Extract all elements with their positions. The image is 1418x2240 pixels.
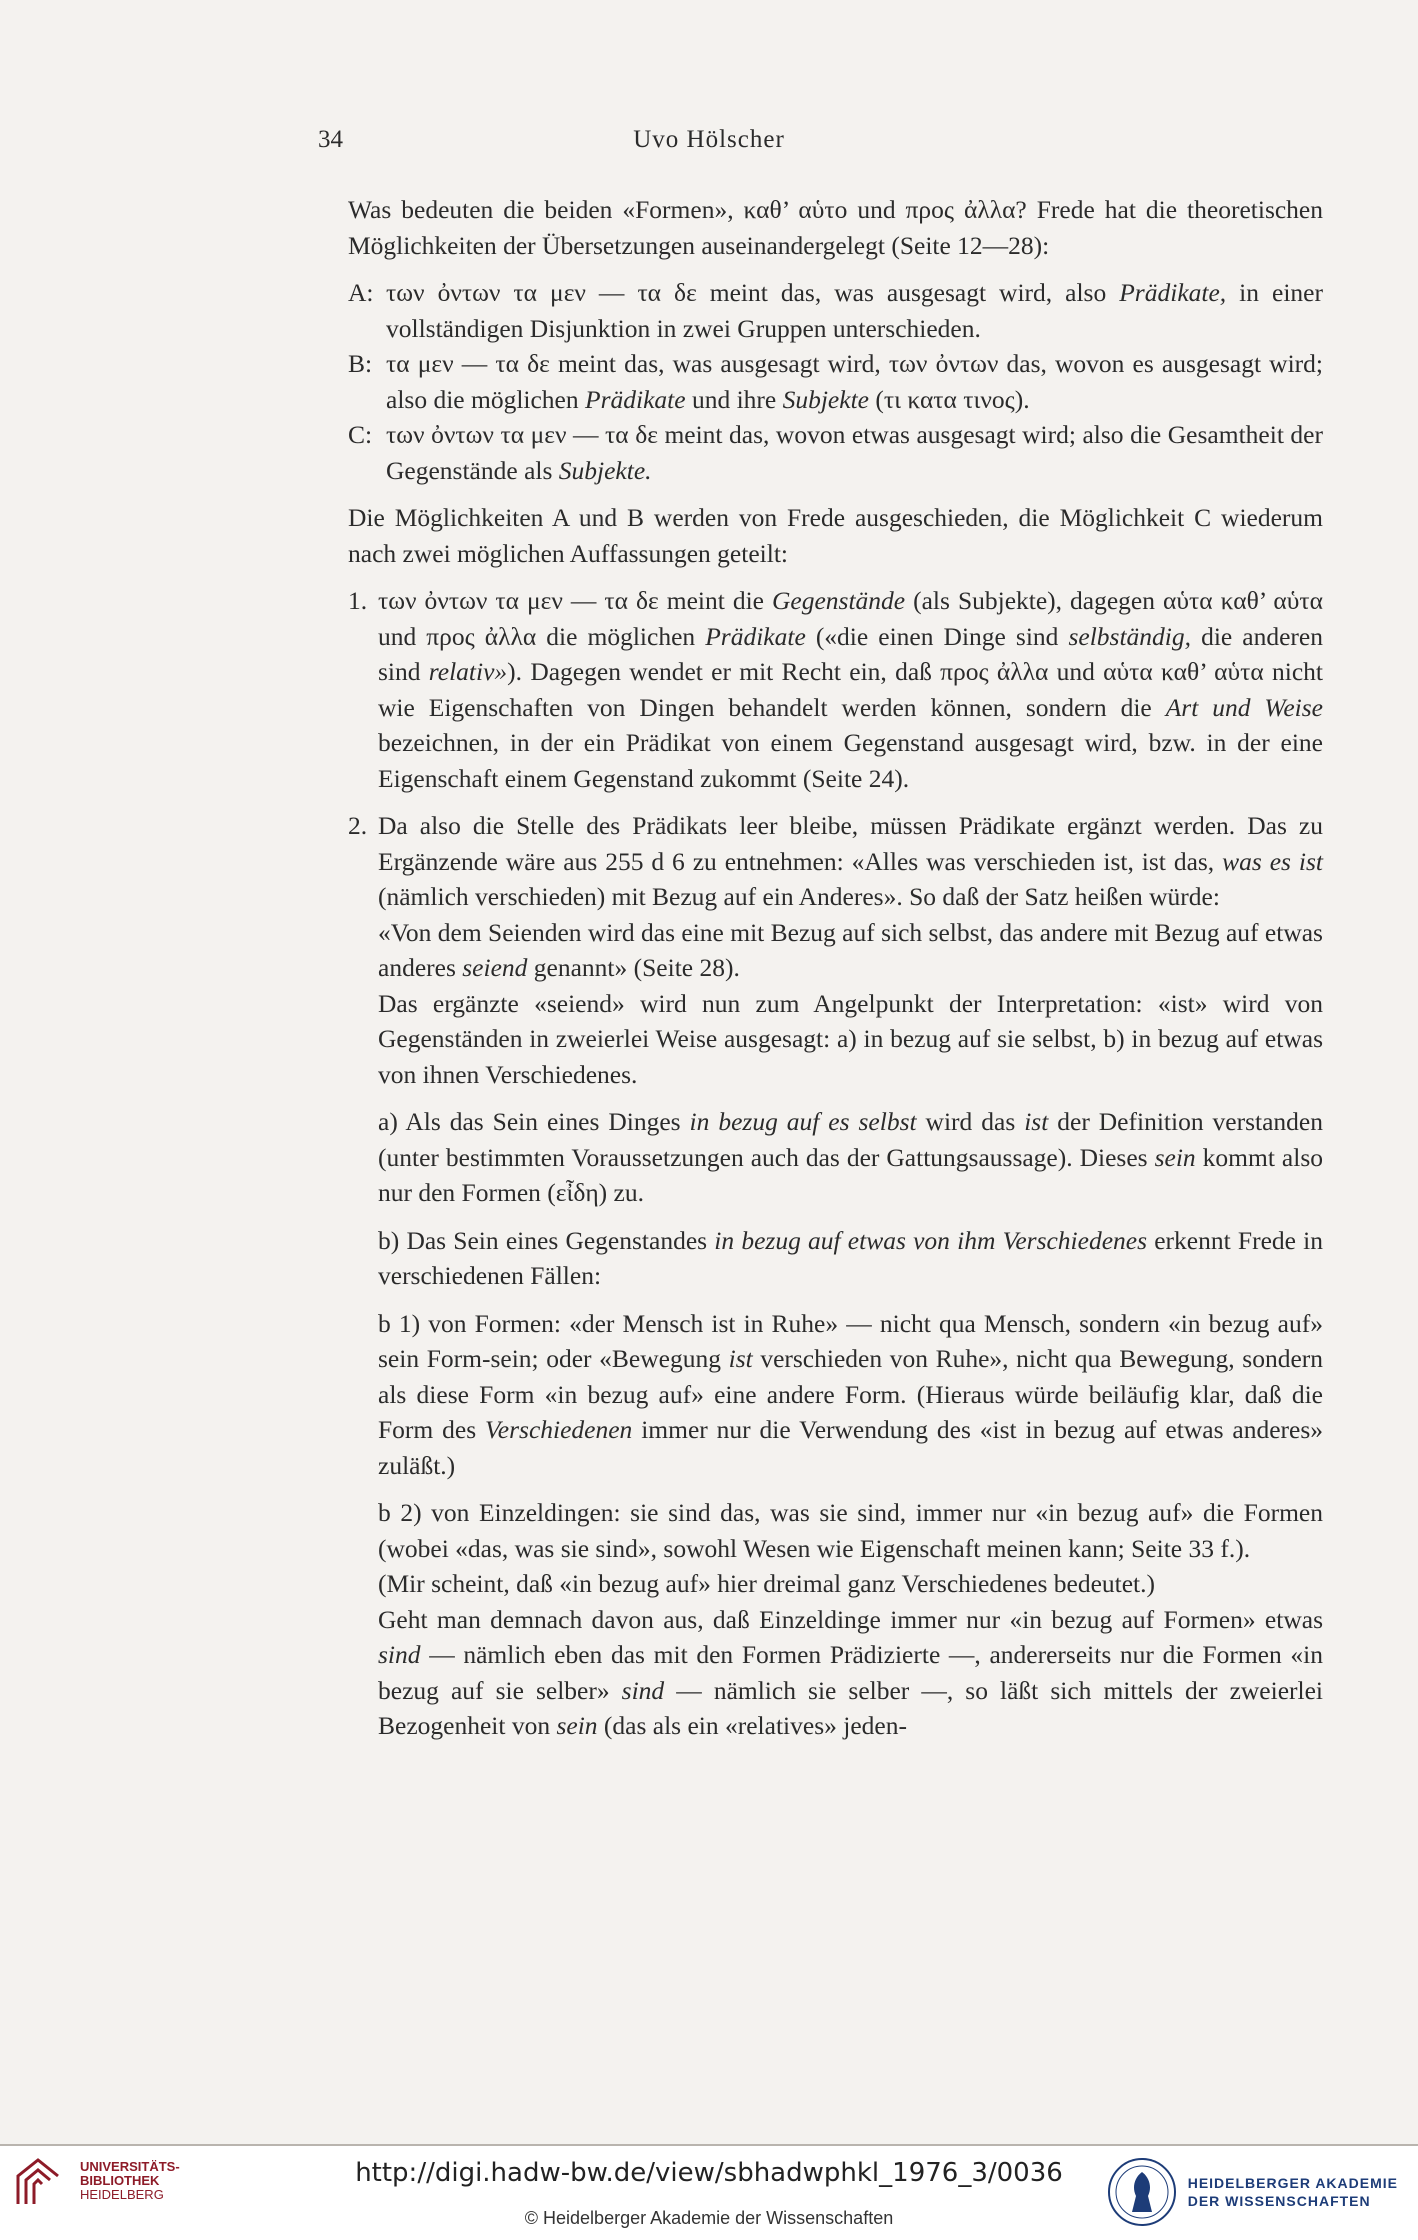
text-run: b) Das Sein eines Gegenstandes bbox=[378, 1225, 715, 1255]
academy-name-line1: HEIDELBERGER AKADEMIE bbox=[1187, 2175, 1398, 2191]
option-c-text bbox=[386, 417, 1323, 488]
option-a-label: A: bbox=[348, 278, 374, 307]
italic-run: sind bbox=[621, 1675, 665, 1705]
text-run: genannt» (Seite 28). bbox=[527, 953, 740, 982]
italic-run: ist bbox=[728, 1344, 753, 1373]
page-number: 34 bbox=[318, 126, 343, 153]
option-a bbox=[348, 275, 1323, 346]
page-header bbox=[0, 126, 1418, 166]
option-c-label: C: bbox=[348, 420, 373, 449]
text-run: der Definition verstanden (unter bestimmten Voraussetzungen auch das der Gattungsaussage). Dieses bbox=[378, 1107, 1323, 1172]
italic-run: sein bbox=[1154, 1142, 1196, 1172]
option-b bbox=[348, 346, 1323, 417]
paragraph-intro: Was bedeuten die beiden «Formen», καθ’ αὑτο und προς ἀλλα? Frede hat die theoretischen Möglichkeiten der Übersetzungen auseinandergelegt (Seite 12—28): bbox=[348, 195, 1323, 260]
italic-run: in bezug auf es selbst bbox=[689, 1107, 917, 1136]
text-run: bezeichnen, in der ein Prädikat von einem Gegenstand ausgesagt wird, bzw. in der eine Eigenschaft einem Gegenstand zukommt (Seite 24). bbox=[378, 728, 1323, 793]
footer-bar bbox=[0, 2146, 1418, 2240]
academy-name-line2: DER WISSENSCHAFTEN bbox=[1187, 2193, 1371, 2209]
item-1-label: 1. bbox=[348, 586, 368, 615]
text-run: kommt also nur den Formen (εἶδη) zu. bbox=[378, 1142, 1323, 1207]
text-run: Geht man demnach davon aus, daß Einzeldinge immer nur «in bezug auf Formen» etwas bbox=[378, 1604, 1323, 1634]
library-name-line3: HEIDELBERG bbox=[80, 2187, 164, 2202]
academy-name bbox=[1188, 2174, 1398, 2210]
text-run: των ὀντων τα μεν — τα δε meint das, wovon etwas ausgesagt wird; also die Gesamtheit der Gegenstände als bbox=[386, 420, 1323, 485]
text-run: in einer vollständigen Disjunktion in zwei Gruppen unterschieden. bbox=[386, 278, 1323, 343]
numbered-item-1 bbox=[348, 583, 1323, 796]
text-run: των ὀντων τα μεν — τα δε meint die bbox=[378, 586, 772, 615]
italic-run: in bezug auf etwas von ihm Verschiedenes bbox=[714, 1225, 1148, 1255]
italic-run: Art und Weise bbox=[1165, 692, 1323, 722]
italic-run: sind bbox=[378, 1640, 421, 1669]
italic-run: Prädikate bbox=[705, 621, 806, 651]
text-run: Da also die Stelle des Prädikats leer bleibe, müssen Prädikate ergänzt werden. Das zu Ergänzende wäre aus 255 d 6 zu entnehmen: «Alles was verschieden ist, ist das, bbox=[378, 811, 1323, 876]
italic-run: seiend bbox=[462, 953, 528, 982]
item-1-text bbox=[378, 583, 1323, 796]
text-run: verschieden von Ruhe», nicht qua Bewegung, sondern als diese Form «in bezug auf» eine andere Form. (Hieraus würde beiläufig klar, daß die Form des bbox=[378, 1344, 1324, 1444]
paragraph-possibilities: Die Möglichkeiten A und B werden von Frede ausgeschieden, die Möglichkeit C wiederum nach zwei möglichen Auffassungen geteilt: bbox=[348, 503, 1323, 568]
italic-run: Verschiedenen bbox=[485, 1415, 633, 1444]
italic-run: was es ist bbox=[1222, 846, 1323, 876]
italic-run: selbständig, bbox=[1068, 621, 1192, 651]
point-a bbox=[378, 1104, 1323, 1211]
library-name-line1: UNIVERSITÄTS- bbox=[80, 2159, 180, 2174]
text-run: und ihre bbox=[685, 384, 783, 414]
point-b bbox=[378, 1223, 1323, 1294]
text-run: die anderen sind bbox=[378, 621, 1323, 686]
source-url-link[interactable]: http://digi.hadw-bw.de/view/sbhadwphkl_1976_3/0036 bbox=[355, 2158, 1063, 2188]
point-b1 bbox=[378, 1306, 1323, 1484]
text-run: («die einen Dinge sind bbox=[805, 621, 1069, 651]
option-b-label: B: bbox=[348, 349, 373, 378]
text-run: (als Subjekte), dagegen αὑτα καθ’ αὑτα und προς ἀλλα die möglichen bbox=[378, 586, 1323, 651]
italic-run: sein bbox=[556, 1711, 598, 1740]
item-2-interpretation: Das ergänzte «seiend» wird nun zum Angelpunkt der Interpretation: «ist» wird von Gegenständen in zweierlei Weise ausgesagt: a) in bezug auf sie selbst, b) in bezug auf etwas von ihnen Verschiedenes. bbox=[378, 988, 1323, 1089]
item-2-text bbox=[378, 808, 1323, 1744]
option-b-text bbox=[386, 346, 1323, 417]
option-a-text bbox=[386, 275, 1323, 346]
paragraph-geht bbox=[378, 1602, 1323, 1744]
text-run: b 1) von Formen: «der Mensch ist in Ruhe» — nicht qua Mensch, sondern «in bezug auf» sein Form-sein; oder «Bewegung bbox=[378, 1308, 1323, 1373]
text-run: «Von dem Seienden wird das eine mit Bezug auf sich selbst, das andere mit Bezug auf etwas anderes bbox=[378, 917, 1323, 982]
italic-run: Subjekte. bbox=[558, 455, 652, 485]
point-b2: b 2) von Einzeldingen: sie sind das, was sie sind, immer nur «in bezug auf» die Formen (wobei «das, was sie sind», sowohl Wesen wie Eigenschaft meinen kann; Seite 33 f.). bbox=[378, 1498, 1323, 1563]
text-run: των ὀντων τα μεν — τα δε meint das, was ausgesagt wird, also bbox=[386, 278, 1120, 307]
running-head: Uvo Hölscher bbox=[633, 126, 785, 153]
text-run: wird das bbox=[916, 1107, 1025, 1136]
italic-run: Prädikate bbox=[585, 384, 686, 414]
paragraph-mir: (Mir scheint, daß «in bezug auf» hier dreimal ganz Verschiedenes bedeutet.) bbox=[378, 1569, 1155, 1598]
numbered-item-2 bbox=[348, 808, 1323, 1744]
body-text bbox=[348, 192, 1323, 1744]
text-run: — nämlich eben das mit den Formen Prädizierte —, andererseits nur die Formen «in bezug auf sie selber» bbox=[378, 1640, 1323, 1705]
italic-run: Subjekte bbox=[782, 384, 869, 414]
text-run: erkennt Frede in verschiedenen Fällen: bbox=[378, 1225, 1324, 1290]
option-c bbox=[348, 417, 1323, 488]
item-2-paragraph bbox=[378, 808, 1323, 915]
academy-seal-icon bbox=[1106, 2156, 1178, 2228]
item-2-quote bbox=[378, 915, 1323, 986]
text-run: (das als ein «relatives» jeden- bbox=[597, 1711, 907, 1740]
text-run: a) Als das Sein eines Dinges bbox=[378, 1107, 690, 1136]
text-run: ). Dagegen wendet er mit Recht ein, daß προς ἀλλα und αὑτα καθ’ αὑτα nicht wie Eigenschaften von Dingen behandelt werden können, sondern die bbox=[378, 657, 1323, 722]
text-run: (τι κατα τινος). bbox=[868, 384, 1030, 414]
copyright-notice: © Heidelberger Akademie der Wissenschaften bbox=[524, 2208, 894, 2228]
academy-logo[interactable] bbox=[1106, 2156, 1398, 2228]
text-run: — nämlich sie selber —, so läßt sich mittels der zweierlei Bezogenheit von bbox=[378, 1675, 1323, 1740]
item-2-label: 2. bbox=[348, 811, 368, 840]
text-run: (nämlich verschieden) mit Bezug auf ein Anderes». So daß der Satz heißen würde: bbox=[378, 882, 1220, 911]
library-name-line2: BIBLIOTHEK bbox=[80, 2173, 160, 2188]
text-run: immer nur die Verwendung des «ist in bezug auf etwas anderes» zuläßt.) bbox=[378, 1415, 1323, 1480]
italic-run: Gegenstände bbox=[771, 586, 906, 615]
italic-run: Prädikate, bbox=[1119, 278, 1227, 307]
text-run: τα μεν — τα δε meint das, was ausgesagt wird, των ὀντων das, wovon es ausgesagt wird; also die möglichen bbox=[386, 349, 1323, 414]
italic-run: relativ» bbox=[428, 657, 508, 686]
italic-run: ist bbox=[1024, 1107, 1049, 1136]
